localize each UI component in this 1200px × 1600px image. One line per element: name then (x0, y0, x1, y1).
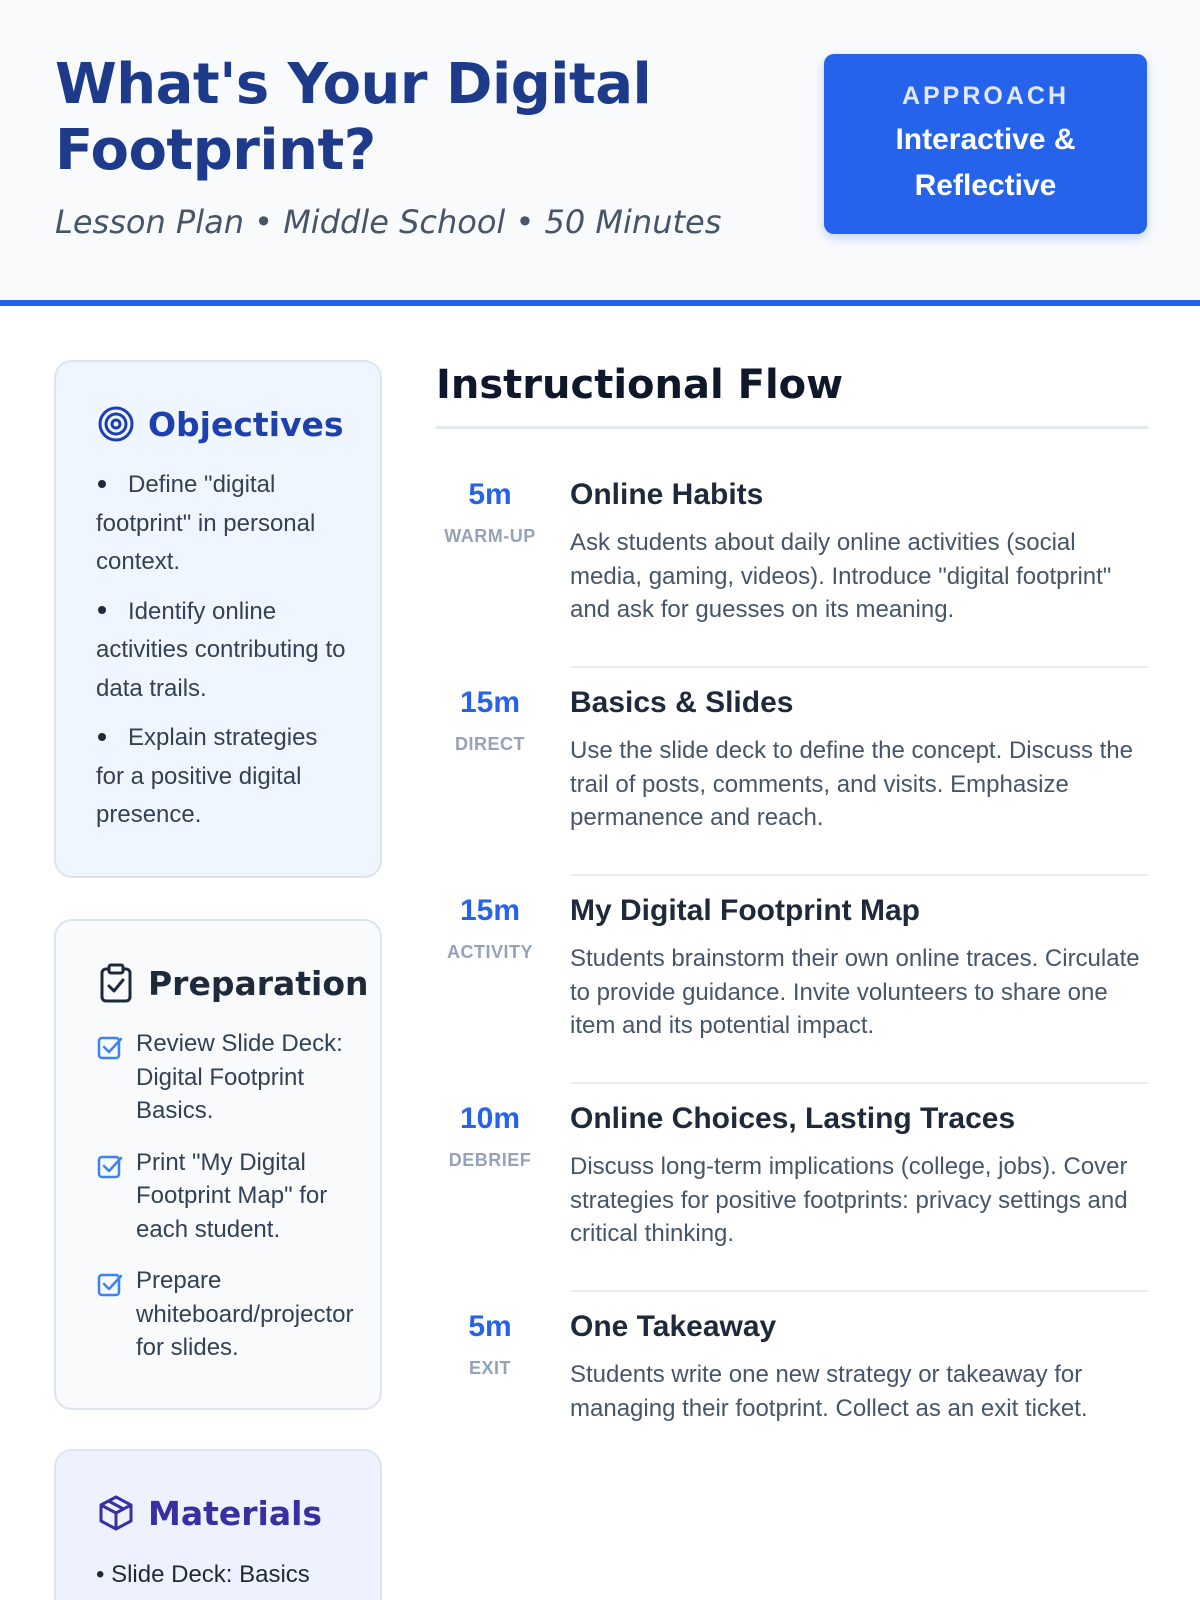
approach-value: Interactive & Reflective (895, 123, 1076, 202)
approach-label: APPROACH (901, 82, 1070, 110)
flow-step (436, 878, 1148, 1084)
preparation-item: Print "My Digital Footprint Map" for each student. (96, 1146, 380, 1247)
objective-item: Identify online activities contributing to data trails. (96, 597, 346, 702)
step-divider (570, 1290, 1148, 1292)
page-subtitle: Lesson Plan • Middle School • 50 Minutes (55, 203, 722, 241)
checkbox-icon (96, 1152, 124, 1180)
step-phase: DEBRIEF (448, 1150, 532, 1170)
materials-item: • Slide Deck: Basics (96, 1561, 310, 1588)
flow-step (436, 1086, 1148, 1292)
flow-divider (436, 426, 1148, 429)
step-phase: DIRECT (455, 734, 525, 754)
preparation-item: Prepare whiteboard/projector for slides. (96, 1264, 380, 1365)
clipboard-check-icon (96, 963, 136, 1003)
step-duration: 10m (459, 1102, 521, 1135)
step-title: Basics & Slides (570, 686, 794, 719)
flow-title: Instructional Flow (436, 362, 844, 408)
step-description: Use the slide deck to define the concept. Discuss the trail of posts, comments, and visits. Emphasize permanence and reach. (570, 737, 1133, 831)
step-phase: ACTIVITY (446, 942, 533, 962)
checkbox-icon (96, 1270, 124, 1298)
step-duration: 5m (468, 478, 512, 511)
flow-step (436, 1294, 1148, 1500)
page-header (0, 0, 1200, 306)
step-description: Students write one new strategy or takeaway for managing their footprint. Collect as an exit ticket. (570, 1361, 1088, 1422)
step-divider (570, 874, 1148, 876)
approach-badge (824, 54, 1147, 234)
target-icon (96, 404, 136, 444)
step-title: Online Choices, Lasting Traces (570, 1102, 1016, 1135)
step-duration: 15m (459, 686, 521, 719)
objectives-card (54, 360, 382, 878)
step-divider (570, 666, 1148, 668)
preparation-item: Review Slide Deck: Digital Footprint Basics. (96, 1027, 380, 1128)
flow-step (436, 670, 1148, 876)
page-title: What's Your Digital Footprint? (55, 52, 652, 183)
materials-title: Materials (148, 1493, 323, 1533)
step-phase: EXIT (468, 1358, 511, 1378)
flow-step (436, 462, 1148, 668)
objective-item: Define "digital footprint" in personal context. (96, 471, 316, 575)
checkbox-icon (96, 1033, 124, 1061)
preparation-title: Preparation (148, 963, 369, 1003)
step-title: My Digital Footprint Map (570, 894, 920, 927)
objectives-title: Objectives (148, 404, 344, 444)
step-phase: WARM-UP (444, 526, 536, 546)
step-title: Online Habits (570, 478, 764, 511)
objective-item: Explain strategies for a positive digital presence. (96, 724, 318, 828)
step-description: Discuss long-term implications (college, jobs). Cover strategies for positive footprints: privacy settings and critical thinking. (570, 1153, 1128, 1247)
step-title: One Takeaway (570, 1310, 777, 1343)
step-description: Students brainstorm their own online traces. Circulate to provide guidance. Invite volunteers to share one item and its potential impact. (570, 945, 1140, 1039)
step-description: Ask students about daily online activities (social media, gaming, videos). Introduce "digital footprint" and ask for guesses on its meaning. (570, 529, 1112, 623)
step-duration: 5m (468, 1310, 512, 1343)
materials-card (54, 1449, 382, 1600)
preparation-card (54, 919, 382, 1410)
box-icon (96, 1493, 136, 1533)
step-duration: 15m (459, 894, 521, 927)
step-divider (570, 1082, 1148, 1084)
